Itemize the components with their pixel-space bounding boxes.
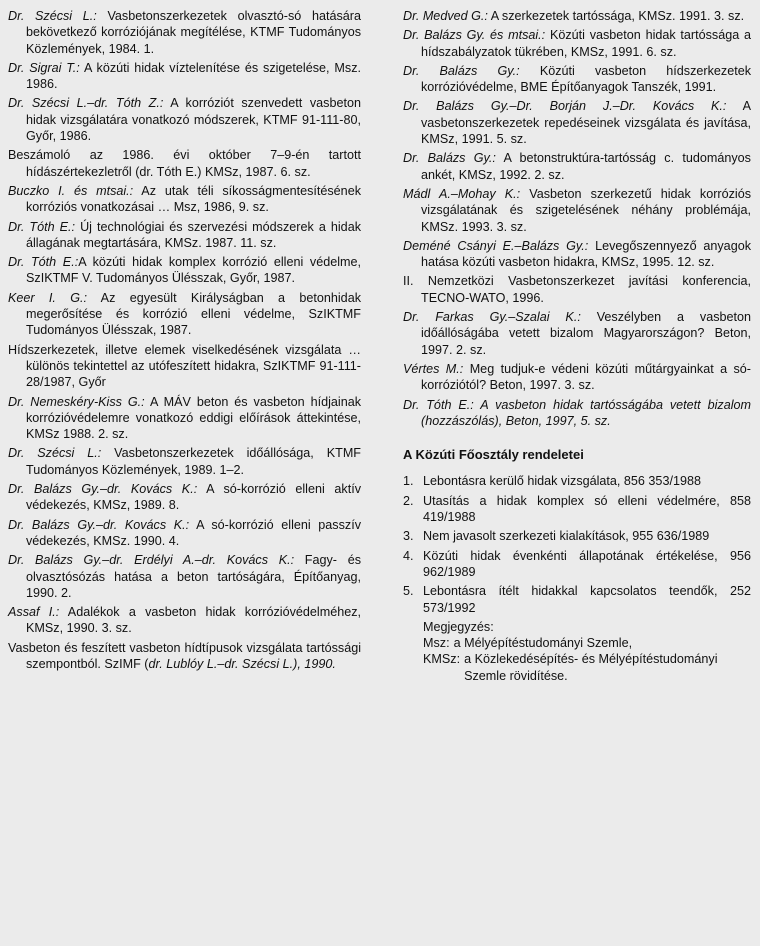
reference-text: Vasbetonszerkezetek időállósága, KTMF Tudományos Közlemények, 1989. 1–2. [26,446,361,477]
reference-text: Vasbetonszerkezetek olvasztó-só hatására bekövetkező korróziójának megítélése, KTMF Tudományos Közlemények, 1984. 1. [26,9,361,56]
regulation-number: 3. [403,529,414,544]
reference-entry [403,150,751,183]
reference-entry [8,445,361,478]
reference-text: Az egyesült Királyságban a betonhidak megerősítése és korrózió elleni védelme, SzIKTMF Tudományos Ülésszak, 1987. [26,290,361,338]
note-definition: a Mélyépítéstudományi Szemle, [453,636,633,651]
regulation-text: Lebontásra kerülő hidak vizsgálata, 856 353/1988 [423,474,701,489]
reference-entry [8,60,361,93]
reference-author: Keer I. G.: [8,290,88,305]
reference-text: Az utak téli síkosságmentesítésének korróziós vonatkozásai … Msz, 1986, 9. sz. [26,183,361,215]
right-references [403,8,751,429]
reference-entry [403,27,751,60]
reference-entry [403,63,751,96]
reference-entry [403,397,751,430]
reference-author: Dr. Szécsi L.–dr. Tóth Z.: [8,96,164,111]
left-column [8,8,361,675]
reference-entry [8,95,361,144]
reference-entry [8,552,361,601]
reference-entry [403,8,751,24]
reference-entry [403,98,751,147]
note-label: Megjegyzés: [423,619,494,634]
note-abbreviation: Msz: [423,636,450,651]
reference-author: Deméné Csányi E.–Balázs Gy.: [403,238,589,253]
reference-text: A szerkezetek tartóssága, KMSz. 1991. 3. sz. [487,9,745,23]
regulation-number: 2. [403,493,414,508]
reference-author: Dr. Balázs Gy.–dr. Kovács K.: [8,482,198,497]
note-block [403,619,751,684]
regulation-text: Lebontásra ítélt hidakkal kapcsolatos teendők, 252 573/1992 [423,584,751,615]
reference-text: Adalékok a vasbeton hidak korrózióvédelméhez, KMSz, 1990. 3. sz. [26,605,362,636]
reference-text: A só-korrózió elleni passzív védekezés, KMSz. 1990. 4. [26,517,361,548]
reference-text: II. Nemzetközi Vasbetonszerkezet javítási konferencia, TECNO-WATO, 1996. [403,274,751,305]
reference-entry [8,517,361,550]
reference-text: Levegőszennyező anyagok hatása közúti vasbeton hidakra, KMSz, 1995. 12. sz. [421,238,751,270]
reference-entry [8,219,361,252]
reference-text: A betonstruktúra-tartósság c. tudományos ankét, KMSz, 1992. 2. sz. [421,151,751,182]
reference-entry [8,183,361,216]
reference-entry [8,481,361,514]
note-item [423,635,751,651]
regulation-text: Közúti hidak évenkénti állapotának értékelése, 956 962/1989 [423,548,751,579]
reference-text: A vasbetonszerkezetek repedéseinek vizsgálata és javítása, KMSz, 1991. 5. sz. [421,99,751,147]
regulation-item [403,528,751,544]
reference-entry [403,309,751,358]
reference-entry [8,342,361,391]
reference-text: A közúti hidak komplex korrózió elleni védelme, SzIKTMF V. Tudományos Ülésszak, Győr, 1987. [26,255,361,286]
reference-entry [8,8,361,57]
reference-author: Dr. Medved G.: [403,9,488,23]
reference-text: A MÁV beton és vasbeton hídjainak korrózióvédelemre vonatkozó eddigi előírások áttekintése, KMSz 1988. 2. sz. [26,394,362,442]
section-title: A Közúti Főosztály rendeletei [403,447,584,463]
reference-text-italic: dr. Lublóy L.–dr. Szécsi L.), 1990. [148,656,336,671]
reference-author: Dr. Balázs Gy.–Dr. Borján J.–Dr. Kovács K.: [403,99,727,114]
reference-author: Assaf I.: [8,605,60,620]
reference-author: Dr. Farkas Gy.–Szalai K.: [403,310,581,325]
reference-text: Új technológiai és szervezési módszerek a hidak állagának megtartására, KMSz. 1987. 11. sz. [26,219,361,250]
reference-author: Mádl A.–Mohay K.: [403,186,521,201]
reference-entry [8,640,361,673]
regulation-number: 5. [403,584,414,599]
note-list [423,635,751,684]
regulation-item [403,548,751,581]
reference-entry [8,254,361,287]
reference-author: Dr. Sigrai T.: [8,60,80,75]
reference-author: Buczko I. és mtsai.: [8,183,134,198]
reference-author: Dr. Tóth E.: [8,255,79,270]
reference-author: Dr. Balázs Gy.–dr. Kovács K.: [8,517,190,532]
note-abbreviation: KMSz: [423,652,461,667]
reference-author: Vértes M.: [403,361,464,376]
reference-author: Dr. Szécsi L.: [8,9,97,23]
reference-text: A közúti hidak víztelenítése és szigetelése, Msz. 1986. [26,60,361,92]
reference-text: Fagy- és olvasztósózás hatása a beton tartóságára, Építőanyag, 1990. 2. [26,553,361,600]
regulation-item [403,493,751,526]
reference-author: Dr. Szécsi L.: [8,446,102,461]
regulation-text: Utasítás a hidak komplex só elleni védelmére, 858 419/1988 [423,493,751,525]
reference-entry [8,394,361,443]
reference-author: Dr. Tóth E.: [8,219,76,234]
regulation-number: 1. [403,474,414,489]
reference-author: Dr. Balázs Gy.: [403,63,520,78]
reference-author: Dr. Nemeskéry-Kiss G.: [8,394,145,409]
note-definition: a Közlekedésépítés- és Mélyépítéstudományi Szemle rövidítése. [464,652,718,683]
reference-text: Vasbeton és feszített vasbeton hídtípusok vizsgálata tartóssági szempontból. SzIMF ( [8,640,361,671]
reference-text: Közúti vasbeton hídszerkezetek korrózióvédelme, BME Építőanyagok Tanszék, 1991. [421,63,751,95]
reference-text: Beszámoló az 1986. évi október 7–9-én tartott hídászértekezletről (dr. Tóth E.) KMSz, 1987. 6. sz. [8,148,361,179]
reference-entry [403,238,751,271]
regulation-item [403,583,751,616]
regulation-text: Nem javasolt szerkezeti kialakítások, 955 636/1989 [423,529,710,544]
regulation-item [403,473,751,489]
reference-entry [403,273,751,306]
reference-entry [403,361,751,394]
right-column [403,8,751,684]
reference-author: Dr. Balázs Gy. és mtsai.: [403,28,546,43]
reference-author: Dr. Balázs Gy.: [403,151,496,166]
reference-text: Vasbeton szerkezetű hidak korróziós vizsgálatának és szigetelésének néhány problémája, KMSz. 1993. 3. sz. [421,186,751,234]
reference-entry [8,290,361,339]
reference-text: A korróziót szenvedett vasbeton hidak vizsgálatára vonatkozó módszerek, KTMF 91-111-80, Győr, 1986. [26,96,361,144]
reference-entry [403,186,751,235]
reference-entry [8,604,361,637]
reference-text: Hídszerkezetek, illetve elemek viselkedésének vizsgálata … különös tekintettel az utófeszített hidakra, SzIKTMF 91-111-28/1987, Győr [8,342,361,390]
reference-author: Dr. Tóth E.: A vasbeton hidak tartósságába vetett bizalom (hozzászólás), Beton, 1997, 5. sz. [403,397,751,428]
reference-text: Meg tudjuk-e védeni közúti műtárgyainkat a só-korróziótól? Beton, 1997. 3. sz. [421,361,752,393]
note-item [423,651,751,684]
regulation-number: 4. [403,548,414,563]
reference-text: Közúti vasbeton hidak tartóssága a hídszabályzatok tükrében, KMSz, 1991. 6. sz. [421,28,751,59]
reference-entry [8,147,361,180]
reference-text: A só-korrózió elleni aktív védekezés, KMSz, 1989. 8. [26,482,361,513]
regulation-list [403,473,751,615]
reference-author: Dr. Balázs Gy.–dr. Erdélyi A.–dr. Kovács K.: [8,553,295,568]
reference-text: Veszélyben a vasbeton időállóságába vetett bizalom Magyarországon? Beton, 1997. 2. sz. [421,310,752,357]
